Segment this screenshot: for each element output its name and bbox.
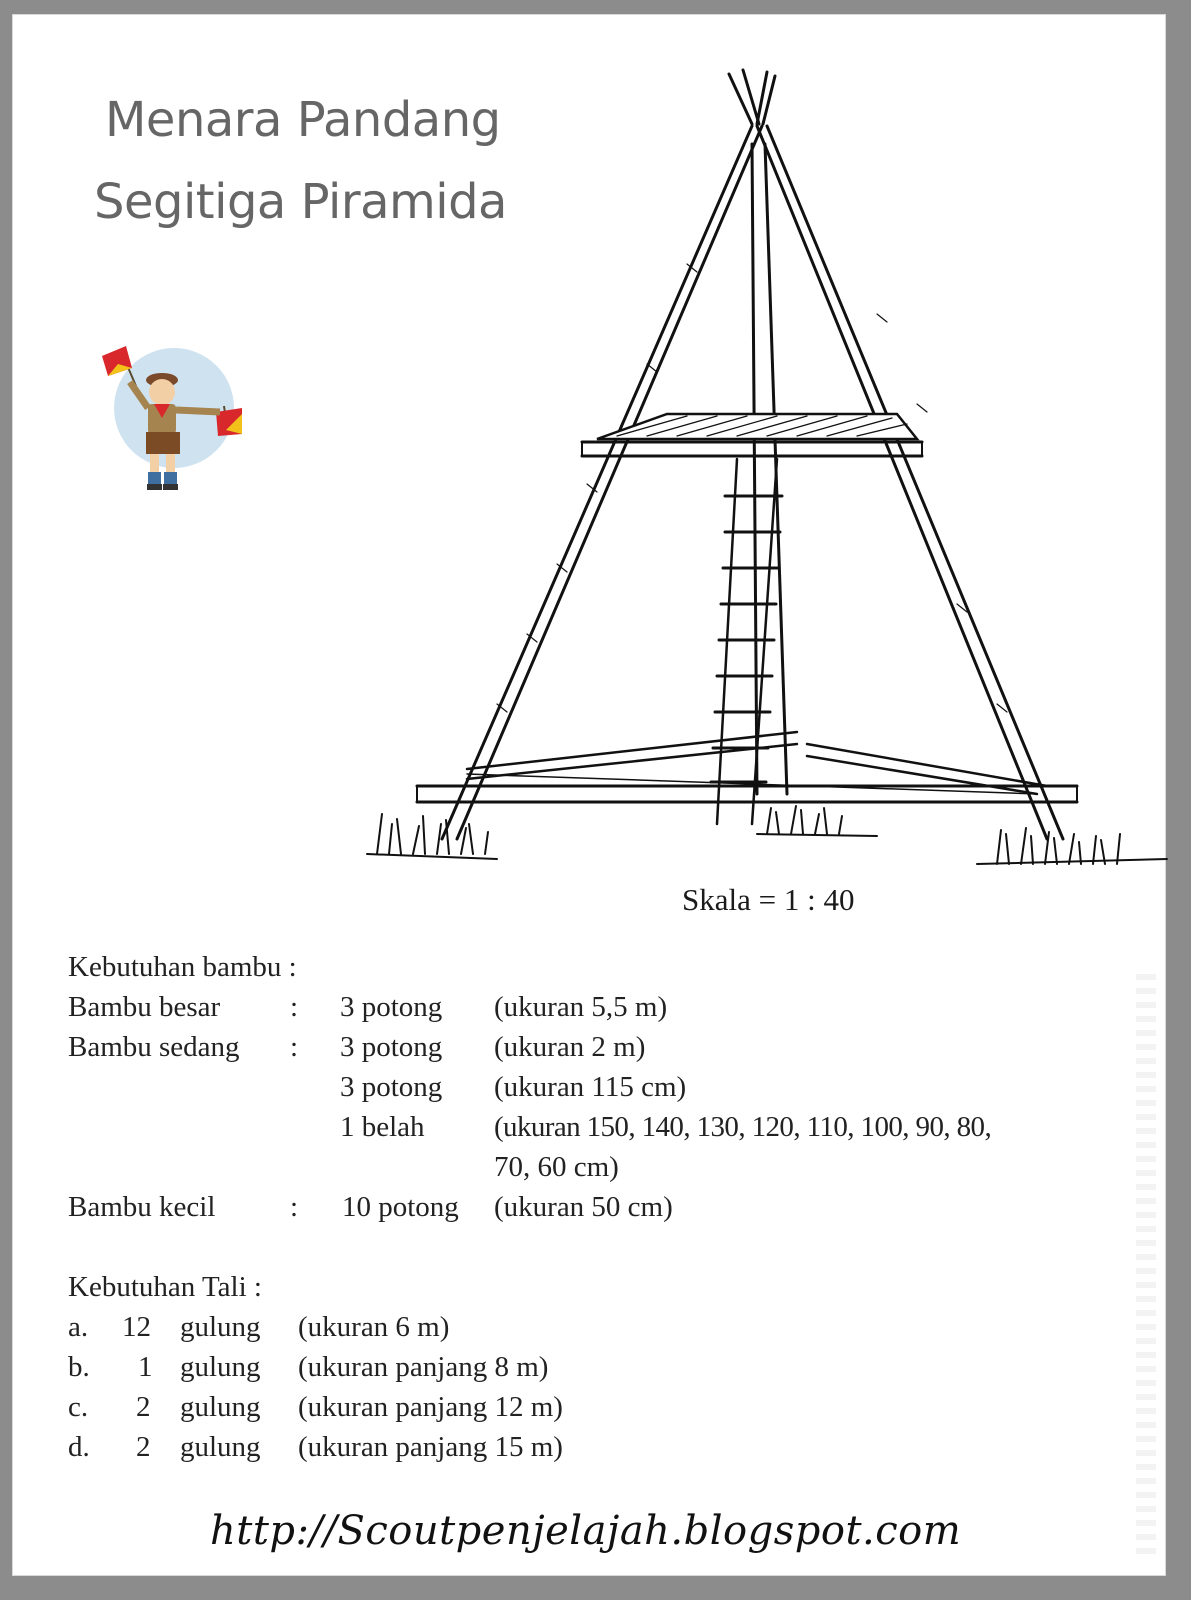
tali-letter: a. [68,1311,89,1343]
bambu-size: (ukuran 115 cm) [494,1071,687,1103]
bambu-heading: Kebutuhan bambu : [68,951,297,983]
scan-artifact [1136,974,1156,1554]
scout-semaphore-icon [96,338,256,508]
tali-unit: gulung [180,1431,261,1463]
tali-unit: gulung [180,1311,261,1343]
tali-size: (ukuran 6 m) [298,1311,450,1343]
bamboo-tower-illustration [357,64,1187,914]
tali-num: 2 [136,1391,151,1423]
bambu-colon: : [290,1191,299,1223]
tali-letter: d. [68,1431,90,1463]
tali-letter: b. [68,1351,90,1383]
tali-heading: Kebutuhan Tali : [68,1271,262,1303]
bambu-size: (ukuran 5,5 m) [494,991,668,1023]
bambu-colon: : [290,991,299,1023]
tali-num: 12 [122,1311,151,1343]
tali-num: 2 [136,1431,151,1463]
tali-size: (ukuran panjang 8 m) [298,1351,549,1383]
page-sheet [12,14,1166,1576]
bambu-size: (ukuran 150, 140, 130, 120, 110, 100, 90, 80, [494,1111,992,1143]
bambu-size: (ukuran 2 m) [494,1031,646,1063]
tali-unit: gulung [180,1391,261,1423]
bambu-qty: 3 potong [340,1071,443,1103]
title-line-1: Menara Pandang [105,92,501,148]
bambu-size: (ukuran 50 cm) [494,1191,673,1223]
bambu-label: Bambu sedang [68,1031,240,1063]
bambu-qty: 1 belah [340,1111,425,1143]
scale-label: Skala = 1 : 40 [682,882,855,917]
tali-letter: c. [68,1391,89,1423]
tali-unit: gulung [180,1351,261,1383]
bambu-label: Bambu besar [68,991,221,1023]
tali-size: (ukuran panjang 12 m) [298,1391,563,1423]
bambu-qty: 3 potong [340,991,443,1023]
bambu-size: 70, 60 cm) [494,1151,619,1183]
title-line-2: Segitiga Piramida [94,174,507,230]
tali-size: (ukuran panjang 15 m) [298,1431,563,1463]
bambu-qty: 3 potong [340,1031,443,1063]
tali-num: 1 [138,1351,153,1383]
bambu-qty: 10 potong [342,1191,459,1223]
bambu-label: Bambu kecil [68,1191,216,1223]
footer-url[interactable]: http://Scoutpenjelajah.blogspot.com [210,1508,962,1554]
bambu-colon: : [290,1031,299,1063]
